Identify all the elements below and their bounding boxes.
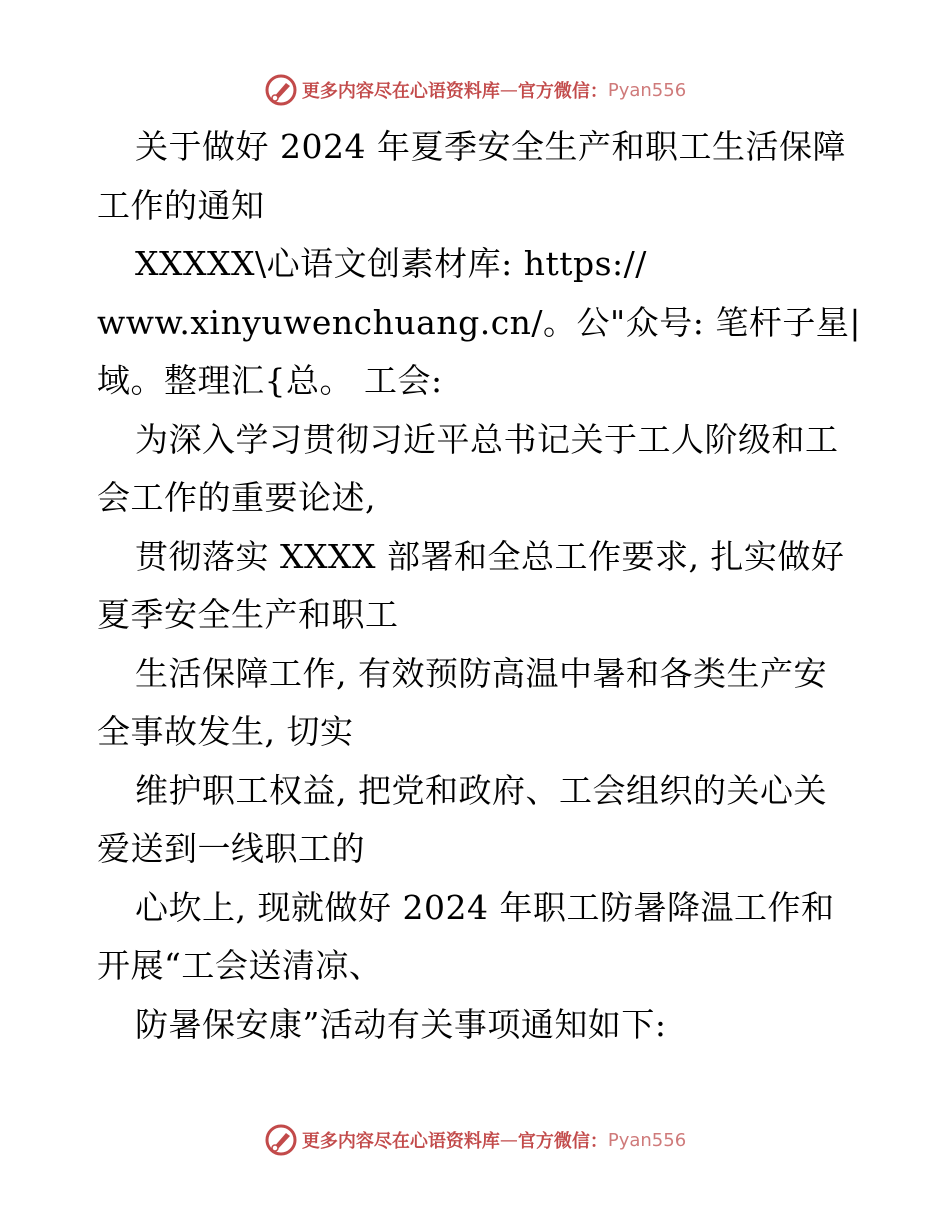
watermark-brand: Pyan556 [607, 79, 687, 101]
pen-seal-logo-icon [264, 1123, 298, 1157]
source-line-1: XXXXX\心语文创素材库: https:// [135, 244, 647, 283]
watermark-brand: Pyan556 [607, 1129, 687, 1151]
paragraph-line: 开展“工会送清凉、 [97, 946, 383, 985]
watermark-main-text: 更多内容尽在心语资料库 [301, 81, 500, 102]
watermark-official-text: 官方微信： [517, 1131, 608, 1152]
paragraph-line: 会工作的重要论述, [97, 478, 376, 517]
paragraph-line: 夏季安全生产和职工 [97, 595, 399, 634]
header-watermark [0, 70, 950, 110]
paragraph-line: 防暑保安康”活动有关事项通知如下: [135, 1004, 667, 1044]
title-line-2: 工作的通知 [97, 185, 265, 225]
source-line-3: 域。整理汇{总。 工会: [97, 361, 443, 400]
watermark-official-text: 官方微信： [517, 81, 608, 102]
pen-seal-logo-icon [264, 73, 298, 107]
paragraph-line: 生活保障工作, 有效预防高温中暑和各类生产安 [135, 653, 827, 693]
paragraph-line: 贯彻落实 XXXX 部署和全总工作要求, 扎实做好 [135, 536, 845, 576]
footer-watermark [0, 1120, 950, 1160]
title-line-1: 关于做好 2024 年夏季安全生产和职工生活保障 [135, 127, 846, 166]
paragraph-line: 爱送到一线职工的 [97, 829, 365, 868]
paragraph-line: 心坎上, 现就做好 2024 年职工防暑降温工作和 [135, 887, 835, 927]
watermark-separator: — [499, 1129, 518, 1151]
paragraph-line: 全事故发生, 切实 [97, 712, 354, 751]
paragraph-line: 为深入学习贯彻习近平总书记关于工人阶级和工 [135, 419, 839, 459]
watermark-main-text: 更多内容尽在心语资料库 [301, 1131, 500, 1152]
watermark-separator: — [499, 79, 518, 101]
source-line-2: www.xinyuwenchuang.cn/。公"众号: 笔杆子星| [97, 302, 861, 342]
document-body [97, 118, 861, 1054]
paragraph-line: 维护职工权益, 把党和政府、工会组织的关心关 [135, 770, 827, 810]
